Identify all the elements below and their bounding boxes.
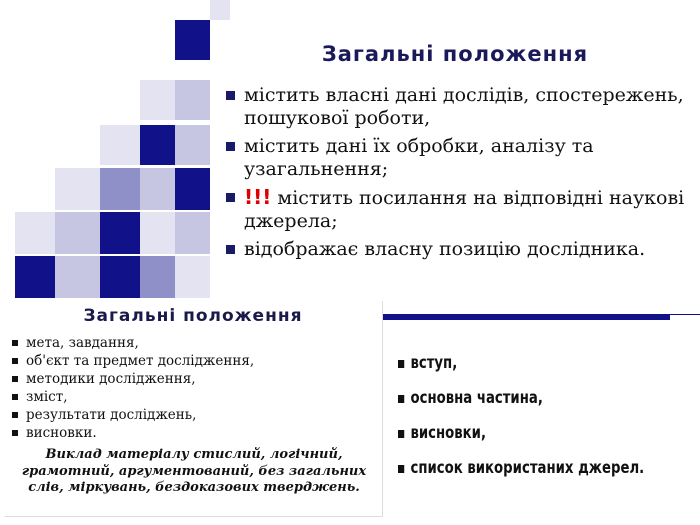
exclamation-mark: !!! bbox=[244, 185, 272, 209]
deco-square bbox=[55, 168, 100, 210]
top-slide-list bbox=[226, 84, 696, 268]
deco-square bbox=[175, 256, 210, 298]
top-slide-title: Загальні положення bbox=[321, 42, 589, 66]
list-item bbox=[226, 84, 696, 129]
list-item-text: мета, завдання, bbox=[26, 335, 139, 351]
bottom-slide-list bbox=[12, 334, 302, 442]
structure-list bbox=[398, 352, 698, 492]
list-item bbox=[226, 186, 696, 232]
list-item-text: методики дослідження, bbox=[26, 371, 196, 387]
deco-square bbox=[100, 125, 140, 165]
deco-square bbox=[100, 212, 140, 254]
list-item bbox=[12, 334, 302, 352]
top-slide bbox=[210, 20, 700, 314]
deco-square bbox=[140, 125, 175, 165]
square-bullet-icon bbox=[12, 412, 18, 418]
list-item bbox=[398, 352, 632, 387]
list-item-text: висновки. bbox=[26, 425, 97, 441]
list-item bbox=[226, 238, 696, 261]
list-item-text: містить посилання на відповідні наукові джерела; bbox=[244, 187, 685, 232]
square-bullet-icon bbox=[398, 465, 404, 473]
list-item bbox=[12, 406, 302, 424]
list-item-text: список використаних джерел. bbox=[410, 458, 645, 478]
list-item-text: містить власні дані дослідів, спостережень, пошукової роботи, bbox=[244, 84, 684, 129]
square-bullet-icon bbox=[12, 340, 18, 346]
list-item-text: основна частина, bbox=[410, 388, 543, 408]
deco-square bbox=[140, 168, 175, 210]
deco-square bbox=[15, 212, 55, 254]
deco-square bbox=[175, 20, 210, 60]
square-bullet-icon bbox=[12, 358, 18, 364]
deco-square bbox=[100, 168, 140, 210]
square-bullet-icon bbox=[398, 360, 404, 368]
deco-square bbox=[55, 212, 100, 254]
summary-text: Виклад матеріалу стислий, логічний, грамотний, аргументований, без загальних слів, міркувань, бездоказових тверджень. bbox=[21, 447, 367, 495]
deco-square bbox=[175, 80, 210, 120]
list-item bbox=[12, 424, 302, 442]
square-bullet-icon bbox=[226, 245, 235, 254]
list-item bbox=[12, 352, 302, 370]
list-item bbox=[12, 388, 302, 406]
deco-square bbox=[140, 256, 175, 298]
square-bullet-icon bbox=[226, 91, 235, 100]
list-item-text: зміст, bbox=[26, 389, 68, 405]
list-item bbox=[398, 422, 632, 457]
deco-square bbox=[100, 256, 140, 298]
deco-square bbox=[55, 256, 100, 298]
deco-square bbox=[140, 80, 175, 120]
deco-square bbox=[175, 212, 210, 254]
list-item-text: містить дані їх обробки, аналізу та узагальнення; bbox=[244, 135, 594, 180]
deco-square bbox=[140, 212, 175, 254]
list-item bbox=[12, 370, 302, 388]
list-item-text: результати досліджень, bbox=[26, 407, 197, 423]
list-item-text: відображає власну позицію дослідника. bbox=[244, 238, 646, 260]
bottom-slide bbox=[4, 300, 382, 516]
square-bullet-icon bbox=[12, 376, 18, 382]
list-item bbox=[398, 457, 645, 492]
list-item-text: об'єкт та предмет дослідження, bbox=[26, 353, 255, 369]
bottom-slide-title: Загальні положення bbox=[83, 306, 303, 326]
square-bullet-icon bbox=[226, 142, 235, 151]
deco-square bbox=[210, 0, 230, 20]
square-bullet-icon bbox=[12, 394, 18, 400]
square-bullet-icon bbox=[398, 430, 404, 438]
list-item bbox=[226, 135, 696, 180]
square-bullet-icon bbox=[12, 430, 18, 436]
square-bullet-icon bbox=[398, 395, 404, 403]
list-item-text: вступ, bbox=[410, 353, 458, 373]
square-bullet-icon bbox=[226, 193, 235, 202]
deco-square bbox=[15, 256, 55, 298]
list-item bbox=[398, 387, 632, 422]
deco-square bbox=[175, 125, 210, 165]
list-item-text: висновки, bbox=[410, 423, 487, 443]
deco-square bbox=[175, 168, 210, 210]
